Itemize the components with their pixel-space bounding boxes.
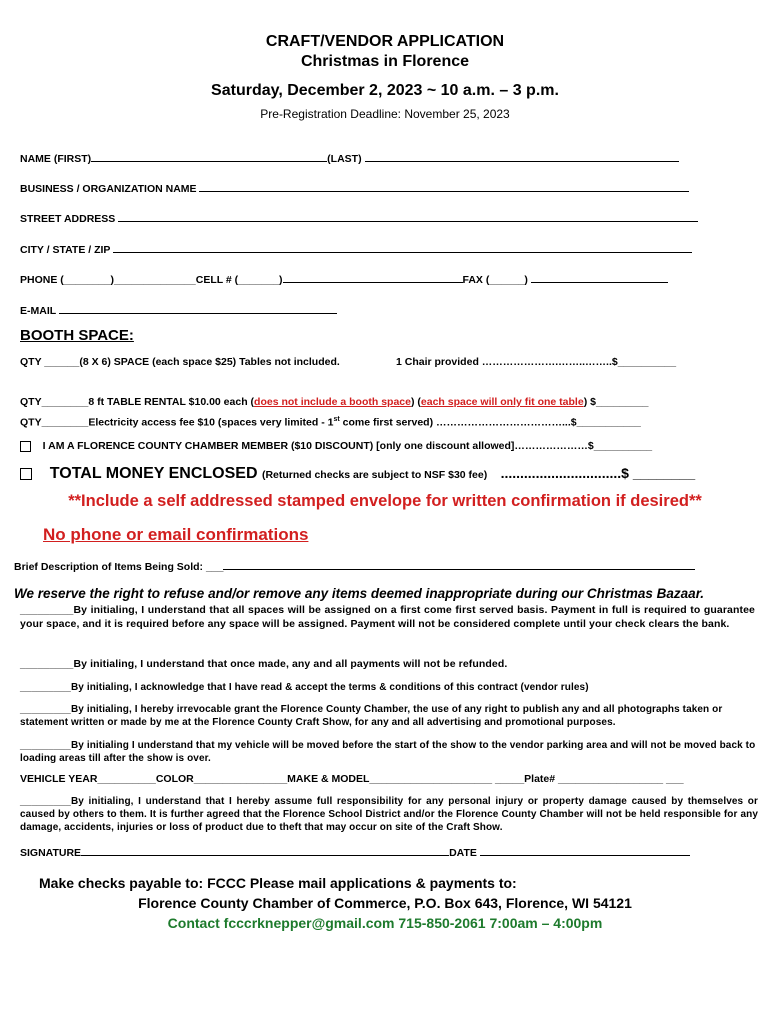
term-vehicle-move — [20, 739, 758, 765]
term-no-refund — [20, 657, 755, 671]
no-confirmation-notice: No phone or email confirmations — [43, 525, 309, 544]
city-input[interactable] — [113, 242, 692, 253]
envelope-notice: **Include a self addressed stamped envelope for written confirmation if desired** — [68, 492, 702, 510]
contact-info: Contact fcccrknepper@gmail.com 715-850-2061 7:00am – 4:00pm — [167, 915, 603, 931]
term-first-come-text: By initialing, I understand that all spaces will be assigned on a first come first served basis. Payment in full is required to guarantee your space, and it is required before any space will be assigned. Payment will not be considered complete until your check clears the bank. — [20, 604, 755, 630]
table-qty[interactable]: QTY________ — [20, 396, 89, 408]
phone-field-row — [20, 272, 668, 286]
cell-input[interactable] — [283, 272, 463, 283]
page-title: CRAFT/VENDOR APPLICATION — [265, 33, 505, 50]
street-input[interactable] — [118, 211, 698, 222]
vehicle-year-field[interactable]: VEHICLE YEAR__________ — [20, 773, 156, 785]
total-checkbox[interactable] — [20, 468, 32, 480]
electricity-qty[interactable]: QTY________ — [20, 416, 89, 429]
checks-payable: Make checks payable to: FCCC Please mail applications & payments to: — [39, 875, 517, 891]
initial-blank[interactable]: _________ — [20, 658, 74, 670]
term-first-come — [20, 603, 755, 631]
space-qty[interactable]: QTY ______ — [20, 356, 80, 368]
email-label: E-MAIL — [20, 305, 57, 317]
electricity-amount[interactable]: come first served) ………………………………...$___________ — [339, 416, 641, 429]
reserve-right-notice: We reserve the right to refuse and/or remove any items deemed inappropriate during our Christmas Bazaar. — [14, 586, 704, 601]
business-label: BUSINESS / ORGANIZATION NAME — [20, 183, 197, 195]
term-vendor-rules — [20, 681, 755, 695]
event-date: Saturday, December 2, 2023 ~ 10 a.m. – 3 p.m. — [211, 82, 559, 99]
table-description: 8 ft TABLE RENTAL $10.00 each ( — [88, 396, 255, 408]
first-name-label: NAME (FIRST) — [20, 153, 92, 165]
mailing-address: Florence County Chamber of Commerce, P.O. Box 643, Florence, WI 54121 — [138, 895, 632, 911]
electricity-description: Electricity access fee $10 (spaces very limited - 1 — [88, 416, 334, 429]
total-amount[interactable]: ...............................$ ________ — [500, 465, 696, 481]
street-field-row — [20, 211, 698, 225]
email-input[interactable] — [59, 303, 337, 314]
booth-space-row — [20, 356, 340, 368]
table-separator: ) ( — [410, 396, 421, 408]
cell-label[interactable]: CELL # (_______) — [195, 274, 283, 286]
member-checkbox[interactable] — [20, 441, 31, 452]
term-liability — [20, 795, 758, 834]
term-photo-release-text: By initialing, I hereby irrevocable grant the Florence County Chamber, the use of any right to publish any and all photographs taken or statement written or made by me at the Florence County Craft Show, for any and all advertising and promotional purposes. — [20, 704, 723, 728]
table-rental-row — [20, 396, 649, 408]
city-field-row — [20, 242, 692, 256]
member-row — [20, 440, 652, 452]
signature-row — [20, 845, 690, 859]
space-description: (8 X 6) SPACE (each space $25) Tables not included. — [79, 356, 340, 368]
initial-blank[interactable]: _________ — [20, 704, 71, 715]
vehicle-row — [20, 773, 684, 785]
booth-space-heading: BOOTH SPACE: — [20, 327, 134, 344]
term-vehicle-move-text: By initialing I understand that my vehicle will be moved before the start of the show to the vendor parking area and will not be moved back to loading areas till after the show is over. — [20, 740, 756, 764]
vehicle-plate-field[interactable]: Plate# __________________ ___ — [524, 773, 684, 785]
table-warning-booth: does not include a booth space — [254, 396, 411, 408]
fax-input[interactable] — [531, 272, 668, 283]
total-label: TOTAL MONEY ENCLOSED — [49, 465, 258, 482]
signature-label: SIGNATURE — [20, 847, 82, 859]
initial-blank[interactable]: _________ — [20, 740, 71, 751]
term-liability-text: By initialing, I understand that I hereby assume full responsibility for any personal injury or property damage caused by themselves or caused by others to them. It is further agreed that the Florence School District and/or the Florence County Chamber will not be held responsible for any damage, accidents, injuries or loss of product due to theft that may occur on site of the Craft Show. — [20, 796, 758, 833]
name-field-row — [20, 151, 679, 165]
member-discount-label: I AM A FLORENCE COUNTY CHAMBER MEMBER ($10 DISCOUNT) [only one discount allowed]…………………$__________ — [42, 440, 653, 452]
initial-blank[interactable]: _________ — [20, 604, 74, 616]
last-name-input[interactable] — [365, 151, 679, 162]
term-vendor-rules-text: By initialing, I acknowledge that I have read & accept the terms & conditions of this contract (vendor rules) — [70, 682, 589, 693]
description-row — [14, 559, 695, 573]
email-field-row — [20, 303, 337, 317]
vehicle-make-field[interactable]: MAKE & MODEL_____________________ _____ — [287, 773, 525, 785]
first-name-input[interactable] — [91, 151, 327, 162]
date-input[interactable] — [480, 845, 690, 856]
registration-deadline: Pre-Registration Deadline: November 25, 2023 — [260, 107, 510, 121]
nsf-fee-note: (Returned checks are subject to NSF $30 fee) — [261, 469, 488, 481]
term-photo-release — [20, 703, 758, 729]
description-input[interactable] — [223, 559, 695, 570]
vehicle-color-field[interactable]: COLOR________________ — [155, 773, 288, 785]
business-field-row — [20, 181, 689, 195]
initial-blank[interactable]: _________ — [20, 796, 71, 807]
city-label: CITY / STATE / ZIP — [20, 244, 111, 256]
initial-blank[interactable]: _________ — [20, 682, 71, 693]
description-label: Brief Description of Items Being Sold: ___ — [14, 561, 224, 573]
table-amount[interactable]: ) $_________ — [583, 396, 649, 408]
table-warning-fit: each space will only fit one table — [420, 396, 584, 408]
street-label: STREET ADDRESS — [20, 213, 116, 225]
chair-row: 1 Chair provided ………………….……..……..$__________ — [396, 356, 677, 368]
date-label: DATE — [449, 847, 477, 859]
fax-label: FAX (______) — [462, 274, 528, 286]
last-name-label: (LAST) — [327, 153, 362, 165]
electricity-row — [20, 416, 641, 429]
business-input[interactable] — [199, 181, 689, 192]
total-row — [20, 465, 695, 483]
phone-label[interactable]: PHONE (________)______________ — [20, 274, 196, 286]
term-no-refund-text: By initialing, I understand that once made, any and all payments will not be refunded. — [73, 658, 508, 670]
event-name: Christmas in Florence — [300, 53, 470, 70]
signature-input[interactable] — [81, 845, 449, 856]
electricity-superscript: st — [333, 416, 340, 423]
